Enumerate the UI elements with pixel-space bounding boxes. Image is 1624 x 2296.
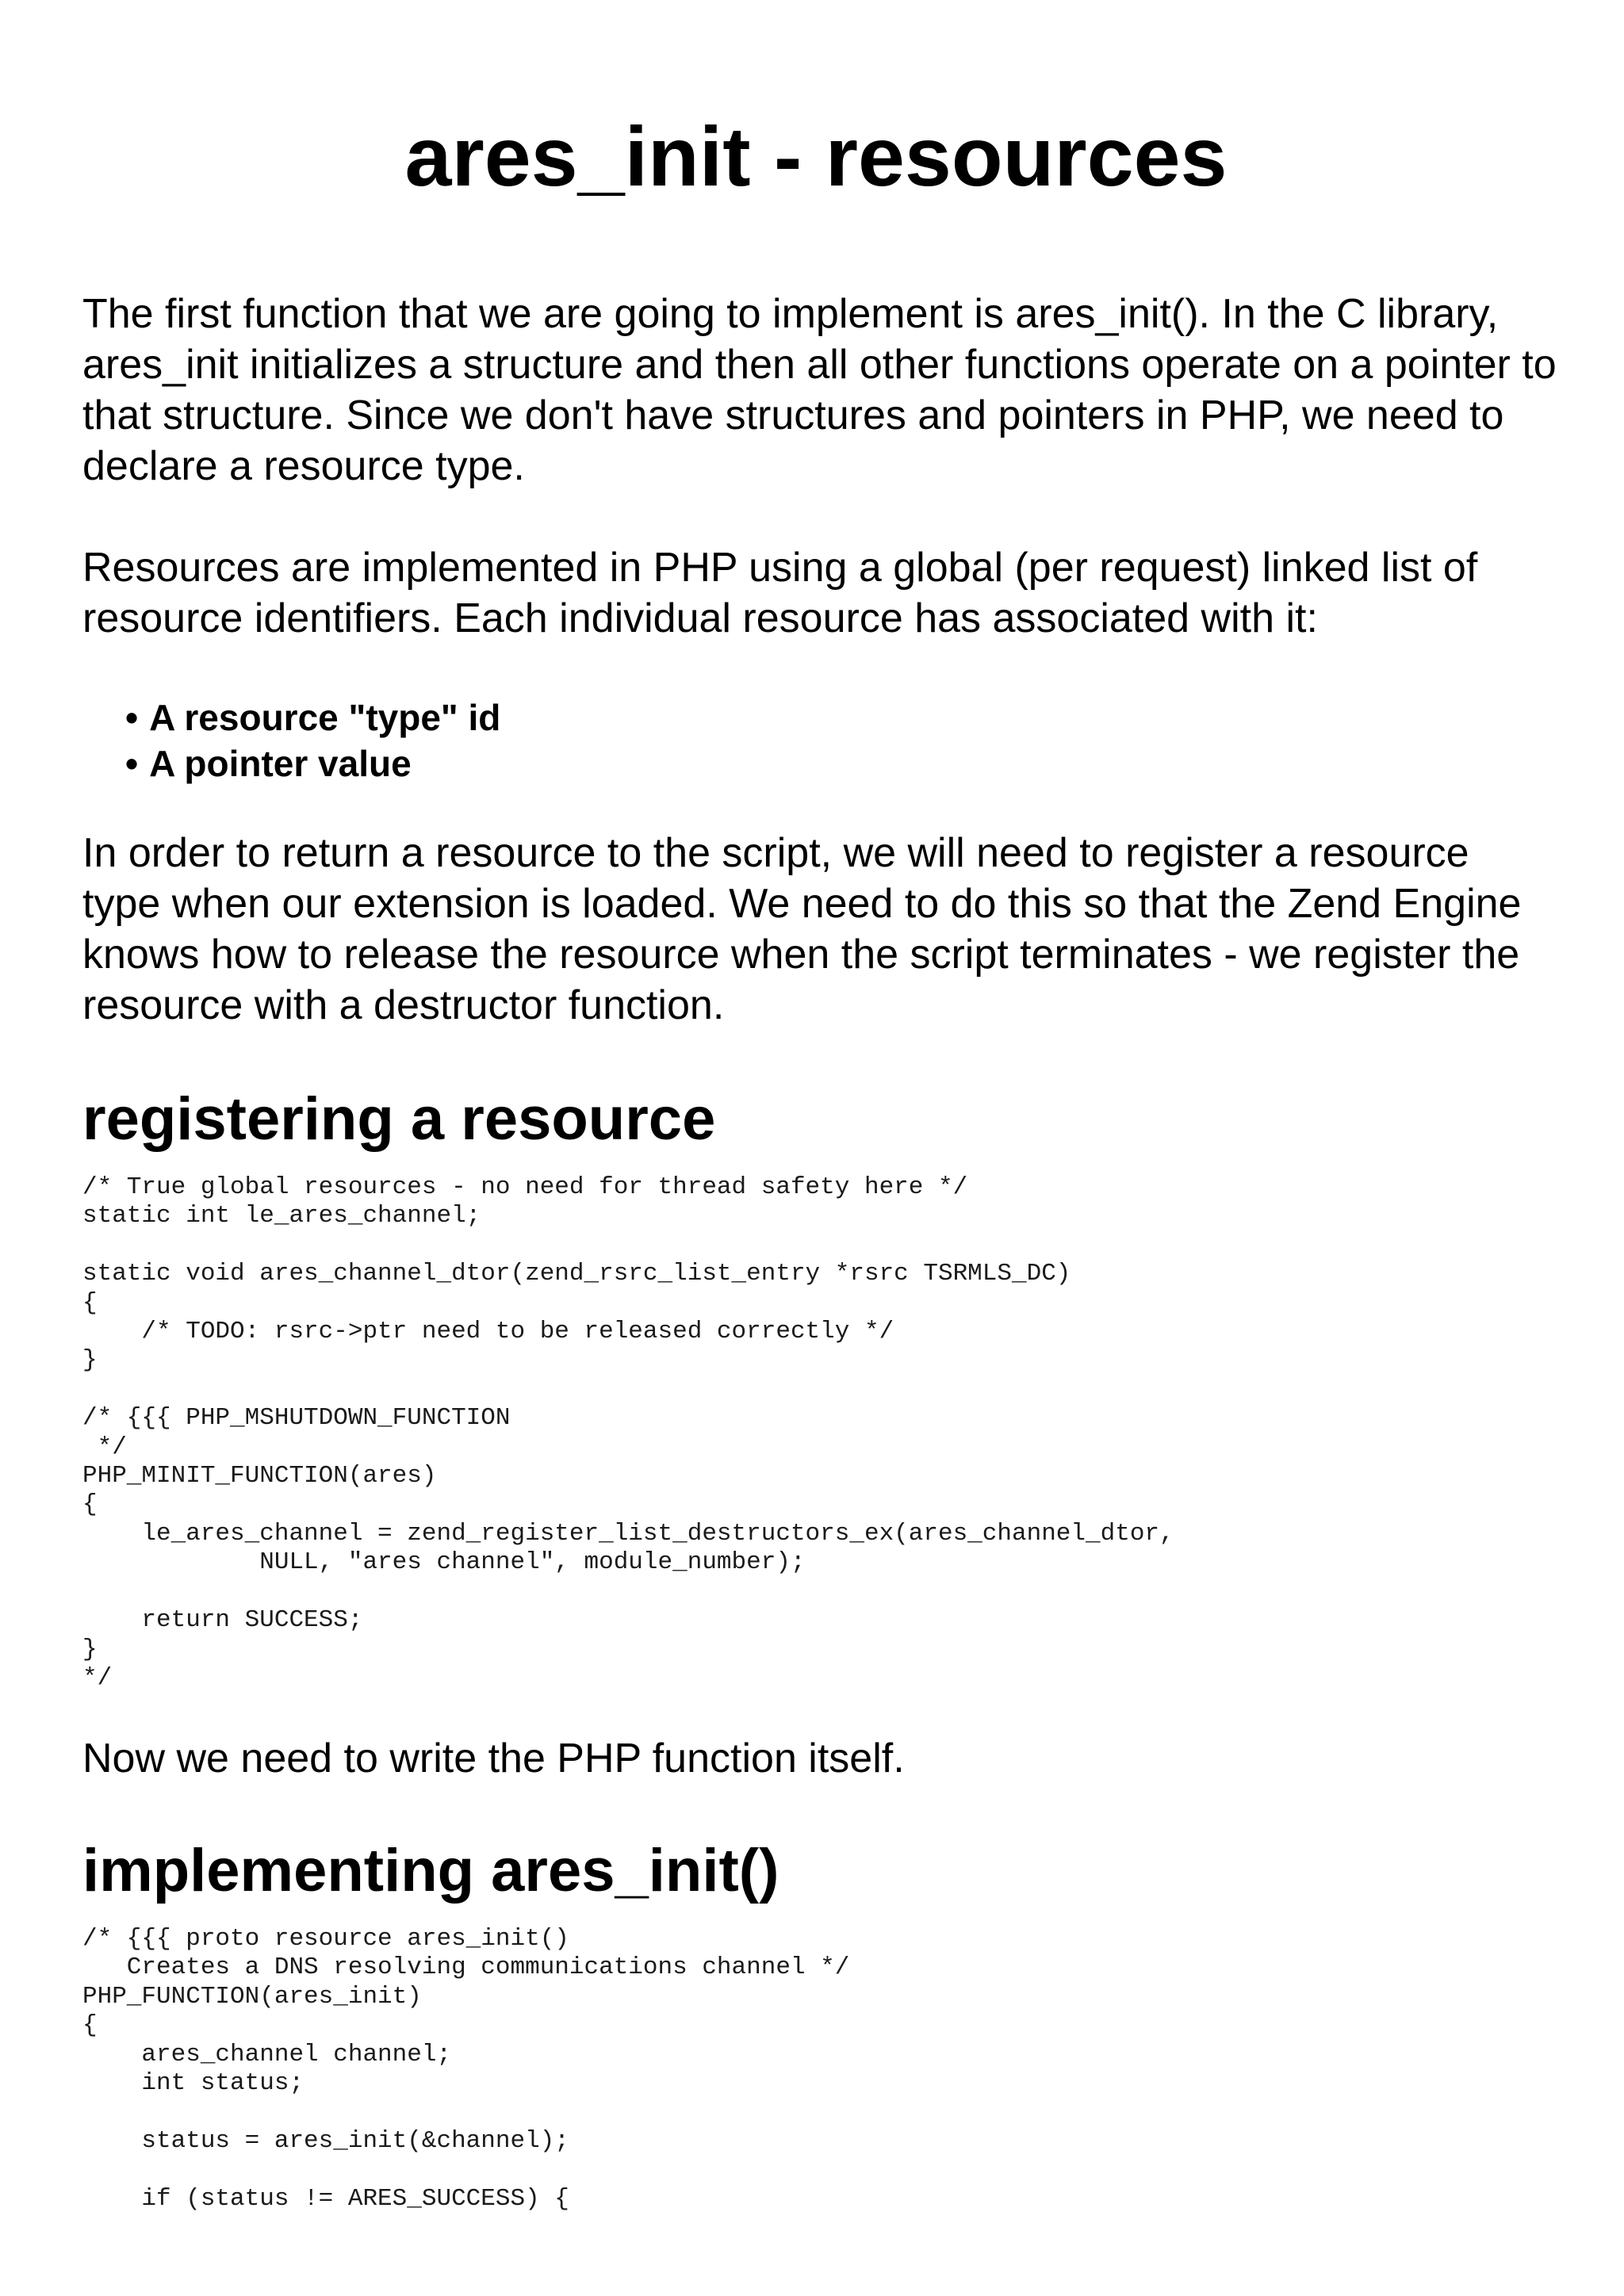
- code-block-implementing: /* {{{ proto resource ares_init() Creates a DNS resolving communications channel */ PHP_FUNCTION(ares_init) { ares_channel channel; int status; status = ares_init(&channel); if (status != ARES_SUCCESS) {: [82, 1925, 850, 2213]
- intro-paragraph-3: In order to return a resource to the script, we will need to register a resource type when our extension is loaded. We need to do this so that the Zend Engine knows how to release the resource when the script terminates - we register the resource with a destructor function.: [82, 830, 1522, 1028]
- intro-paragraph-2: Resources are implemented in PHP using a global (per request) linked list of resource identifiers. Each individual resource has associated with it:: [82, 545, 1478, 641]
- intro-paragraph-1: The first function that we are going to implement is ares_init(). In the C library, ares_init initializes a structure and then all other functions operate on a pointer to that structure. Since we don't have structures and pointers in PHP, we need to declare a resource type.: [82, 291, 1557, 489]
- section-heading-implementing: implementing ares_init(): [82, 1837, 779, 1904]
- list-item: • A pointer value: [125, 740, 500, 786]
- page-title: ares_init - resources: [404, 110, 1228, 204]
- code-block-registering: /* True global resources - no need for thread safety here */ static int le_ares_channel; static void ares_channel_dtor(zend_rsrc_list_entry *rsrc TSRMLS_DC) { /* TODO: rsrc->ptr need to be released correctly */ } /* {{{ PHP_MSHUTDOWN_FUNCTION */ PHP_MINIT_FUNCTION(ares) { le_ares_channel = zend_register_list_destructors_ex(ares_channel_dtor, NULL, "ares channel", module_number); return SUCCESS; } */: [82, 1173, 1174, 1692]
- list-item: • A resource "type" id: [125, 695, 500, 740]
- paragraph-php-function: Now we need to write the PHP function itself.: [82, 1735, 905, 1781]
- resource-attribute-list: [125, 695, 500, 786]
- section-heading-registering: registering a resource: [82, 1085, 716, 1153]
